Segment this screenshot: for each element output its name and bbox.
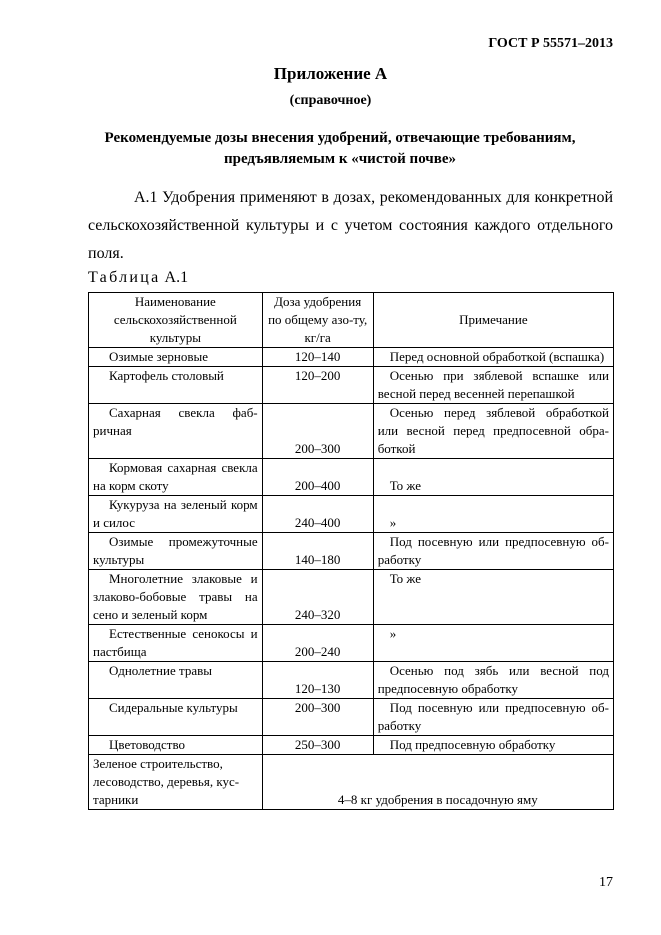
- fertilizer-table: [88, 292, 614, 810]
- cell-note: Перед основной обработкой (вспашка): [373, 348, 613, 367]
- cell-crop: Озимые зерновые: [89, 348, 263, 367]
- cell-crop: Кукуруза на зеленый корм и силос: [89, 496, 263, 533]
- cell-note: Осенью перед зяблевой обработкой или весной перед предпосевной обра-боткой: [373, 404, 613, 459]
- cell-dose: 200–300: [262, 699, 373, 736]
- header-dose: Доза удобрения по общему азо-ту, кг/га: [262, 293, 373, 348]
- cell-note: Осенью под зябь или весной под предпосевную обработку: [373, 662, 613, 699]
- table-row: [89, 496, 614, 533]
- page-number: 17: [599, 875, 613, 890]
- table-row: [89, 533, 614, 570]
- cell-note: »: [373, 496, 613, 533]
- table-header-row: [89, 293, 614, 348]
- cell-dose: 200–300: [262, 404, 373, 459]
- cell-dose: 240–320: [262, 570, 373, 625]
- cell-crop: Цветоводство: [89, 736, 263, 755]
- cell-note: То же: [373, 570, 613, 625]
- table-label: [88, 269, 188, 287]
- cell-dose: 120–200: [262, 367, 373, 404]
- cell-crop: Естественные сенокосы и пастбища: [89, 625, 263, 662]
- gost-code: ГОСТ Р 55571–2013: [488, 36, 613, 51]
- cell-crop: Сидеральные культуры: [89, 699, 263, 736]
- table-row: [89, 625, 614, 662]
- cell-crop: Многолетние злаковые и злаково-бобовые травы на сено и зеленый корм: [89, 570, 263, 625]
- cell-note: Под предпосевную обработку: [373, 736, 613, 755]
- cell-dose: 200–400: [262, 459, 373, 496]
- table-row: [89, 367, 614, 404]
- cell-crop: Картофель столовый: [89, 367, 263, 404]
- table-row: [89, 459, 614, 496]
- table-row: [89, 736, 614, 755]
- cell-span-note: 4–8 кг удобрения в посадочную яму: [262, 755, 613, 810]
- cell-note: »: [373, 625, 613, 662]
- table-row: [89, 699, 614, 736]
- table-label-number: А.1: [164, 269, 189, 286]
- appendix-title: Приложение А: [273, 64, 388, 83]
- table-row: [89, 348, 614, 367]
- cell-crop: Кормовая сахарная свекла на корм скоту: [89, 459, 263, 496]
- cell-dose: 140–180: [262, 533, 373, 570]
- table-row: [89, 662, 614, 699]
- cell-dose: 200–240: [262, 625, 373, 662]
- cell-note: Осенью при зяблевой вспашке или весной перед весенней перепашкой: [373, 367, 613, 404]
- section-heading: Рекомендуемые дозы внесения удобрений, отвечающие требованиям, предъявляемым к «чистой почве»: [104, 130, 576, 167]
- cell-dose: 240–400: [262, 496, 373, 533]
- cell-crop: Озимые промежуточные культуры: [89, 533, 263, 570]
- table-label-word: Таблица: [88, 269, 161, 286]
- paragraph-a1: А.1 Удобрения применяют в дозах, рекомендованных для конкретной сельскохозяйственной культуры и с учетом состояния каждого отдельного поля.: [88, 189, 613, 262]
- table-row: [89, 570, 614, 625]
- cell-note: Под посевную или предпосевную об-работку: [373, 533, 613, 570]
- header-note: Примечание: [373, 293, 613, 348]
- cell-crop: Сахарная свекла фаб-ричная: [89, 404, 263, 459]
- cell-dose: 250–300: [262, 736, 373, 755]
- cell-note: То же: [373, 459, 613, 496]
- cell-note: Под посевную или предпосевную об-работку: [373, 699, 613, 736]
- table-row: [89, 404, 614, 459]
- cell-crop: Однолетние травы: [89, 662, 263, 699]
- cell-dose: 120–140: [262, 348, 373, 367]
- table-row: [89, 755, 614, 810]
- appendix-subtitle: (справочное): [289, 93, 372, 108]
- cell-dose: 120–130: [262, 662, 373, 699]
- header-crop-name: Наименование сельскохозяйственной культуры: [89, 293, 263, 348]
- cell-crop: Зеленое строительство, лесоводство, деревья, кус-тарники: [89, 755, 263, 810]
